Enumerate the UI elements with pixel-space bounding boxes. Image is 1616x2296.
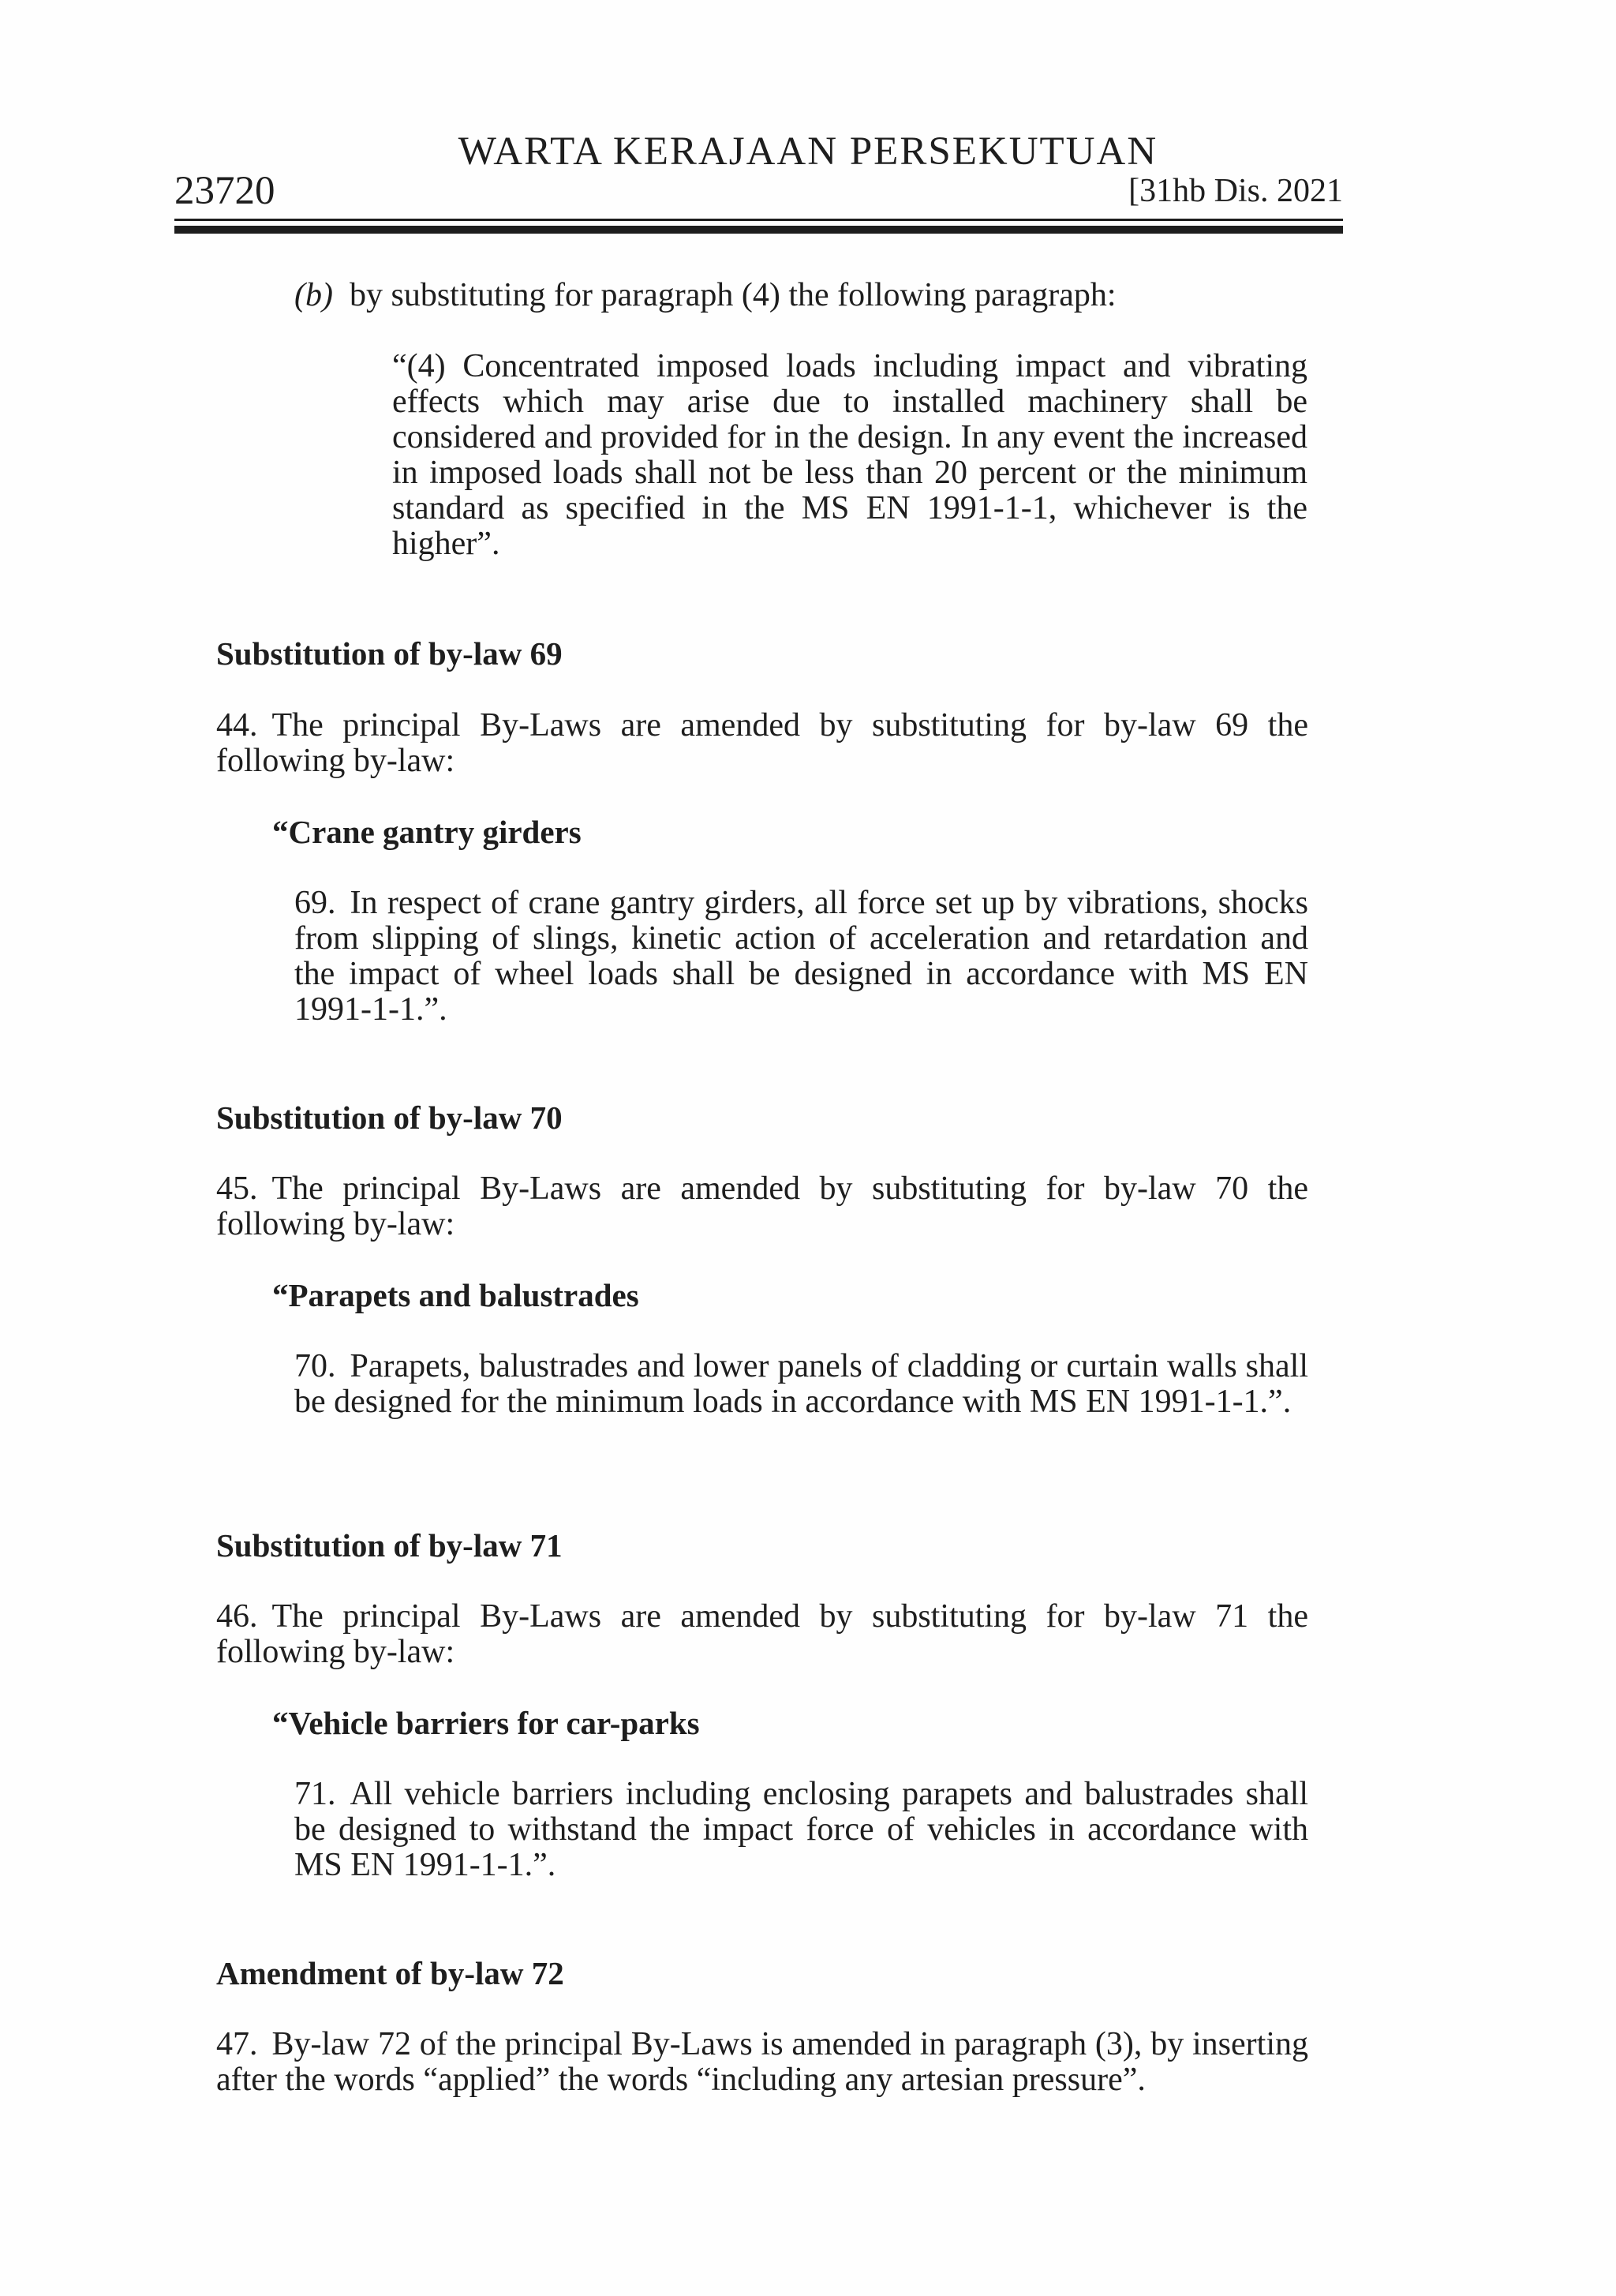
section-text-45: The principal By-Laws are amended by substituting for by-law 70 the following by-law: [216, 1170, 1308, 1242]
bylaw-paragraph-69 [294, 886, 1308, 1028]
bylaw-heading-crane-gantry-girders: “Crane gantry girders [272, 814, 582, 850]
bylaw-paragraph-71 [294, 1777, 1308, 1883]
section-number-47: 47. [216, 2026, 258, 2062]
amendment-b-intro: by substituting for paragraph (4) the following paragraph: [349, 277, 1117, 313]
bylaw-text-70: Parapets, balustrades and lower panels of cladding or curtain walls shall be designed for the minimum loads in accordance with MS EN 1991-1-1.”. [294, 1348, 1308, 1420]
section-number-44: 44. [216, 707, 258, 743]
bylaw-text-71: All vehicle barriers including enclosing parapets and balustrades shall be designed to withstand the impact force of vehicles in accordance with MS EN 1991-1-1.”. [294, 1776, 1308, 1883]
section-paragraph-47 [216, 2027, 1308, 2098]
bylaw-number-69: 69. [294, 885, 336, 921]
bylaw-paragraph-70 [294, 1349, 1308, 1420]
section-paragraph-44 [216, 708, 1308, 779]
section-heading-70: Substitution of by-law 70 [216, 1099, 563, 1136]
section-number-46: 46. [216, 1598, 258, 1635]
section-paragraph-45 [216, 1171, 1308, 1242]
page-number: 23720 [174, 169, 275, 213]
bylaw-number-70: 70. [294, 1348, 336, 1384]
section-text-46: The principal By-Laws are amended by substituting for by-law 71 the following by-law: [216, 1598, 1308, 1670]
section-heading-69: Substitution of by-law 69 [216, 635, 563, 672]
section-heading-72: Amendment of by-law 72 [216, 1955, 564, 1991]
amendment-b-marker: (b) [294, 277, 333, 313]
section-heading-71: Substitution of by-law 71 [216, 1527, 563, 1564]
section-number-45: 45. [216, 1170, 258, 1207]
gazette-title: WARTA KERAJAAN PERSEKUTUAN [458, 129, 1158, 174]
issue-date: [31hb Dis. 2021 [1128, 173, 1343, 209]
quoted-paragraph-4: “(4) Concentrated imposed loads including impact and vibrating effects which may arise due to installed machinery shall be considered and provided for in the design. In any event the increased in imposed loads shall not be less than 20 percent or the minimum standard as specified in the MS EN 1991-1-1, whichever is the higher”. [392, 348, 1307, 562]
bylaw-heading-vehicle-barriers: “Vehicle barriers for car-parks [272, 1705, 700, 1741]
section-text-47: By-law 72 of the principal By-Laws is amended in paragraph (3), by inserting after the words “applied” the words “including any artesian pressure”. [216, 2026, 1308, 2098]
section-text-44: The principal By-Laws are amended by substituting for by-law 69 the following by-law: [216, 707, 1308, 779]
bylaw-heading-parapets-balustrades: “Parapets and balustrades [272, 1277, 639, 1313]
section-paragraph-46 [216, 1599, 1308, 1670]
amendment-b-line [294, 278, 1320, 313]
bylaw-text-69: In respect of crane gantry girders, all force set up by vibrations, shocks from slipping of slings, kinetic action of acceleration and retardation and the impact of wheel loads shall be designed in accordance with MS EN 1991-1-1.”. [294, 885, 1308, 1028]
header-rule-thin [174, 219, 1343, 221]
bylaw-number-71: 71. [294, 1776, 336, 1812]
header-rule-thick [174, 226, 1343, 234]
